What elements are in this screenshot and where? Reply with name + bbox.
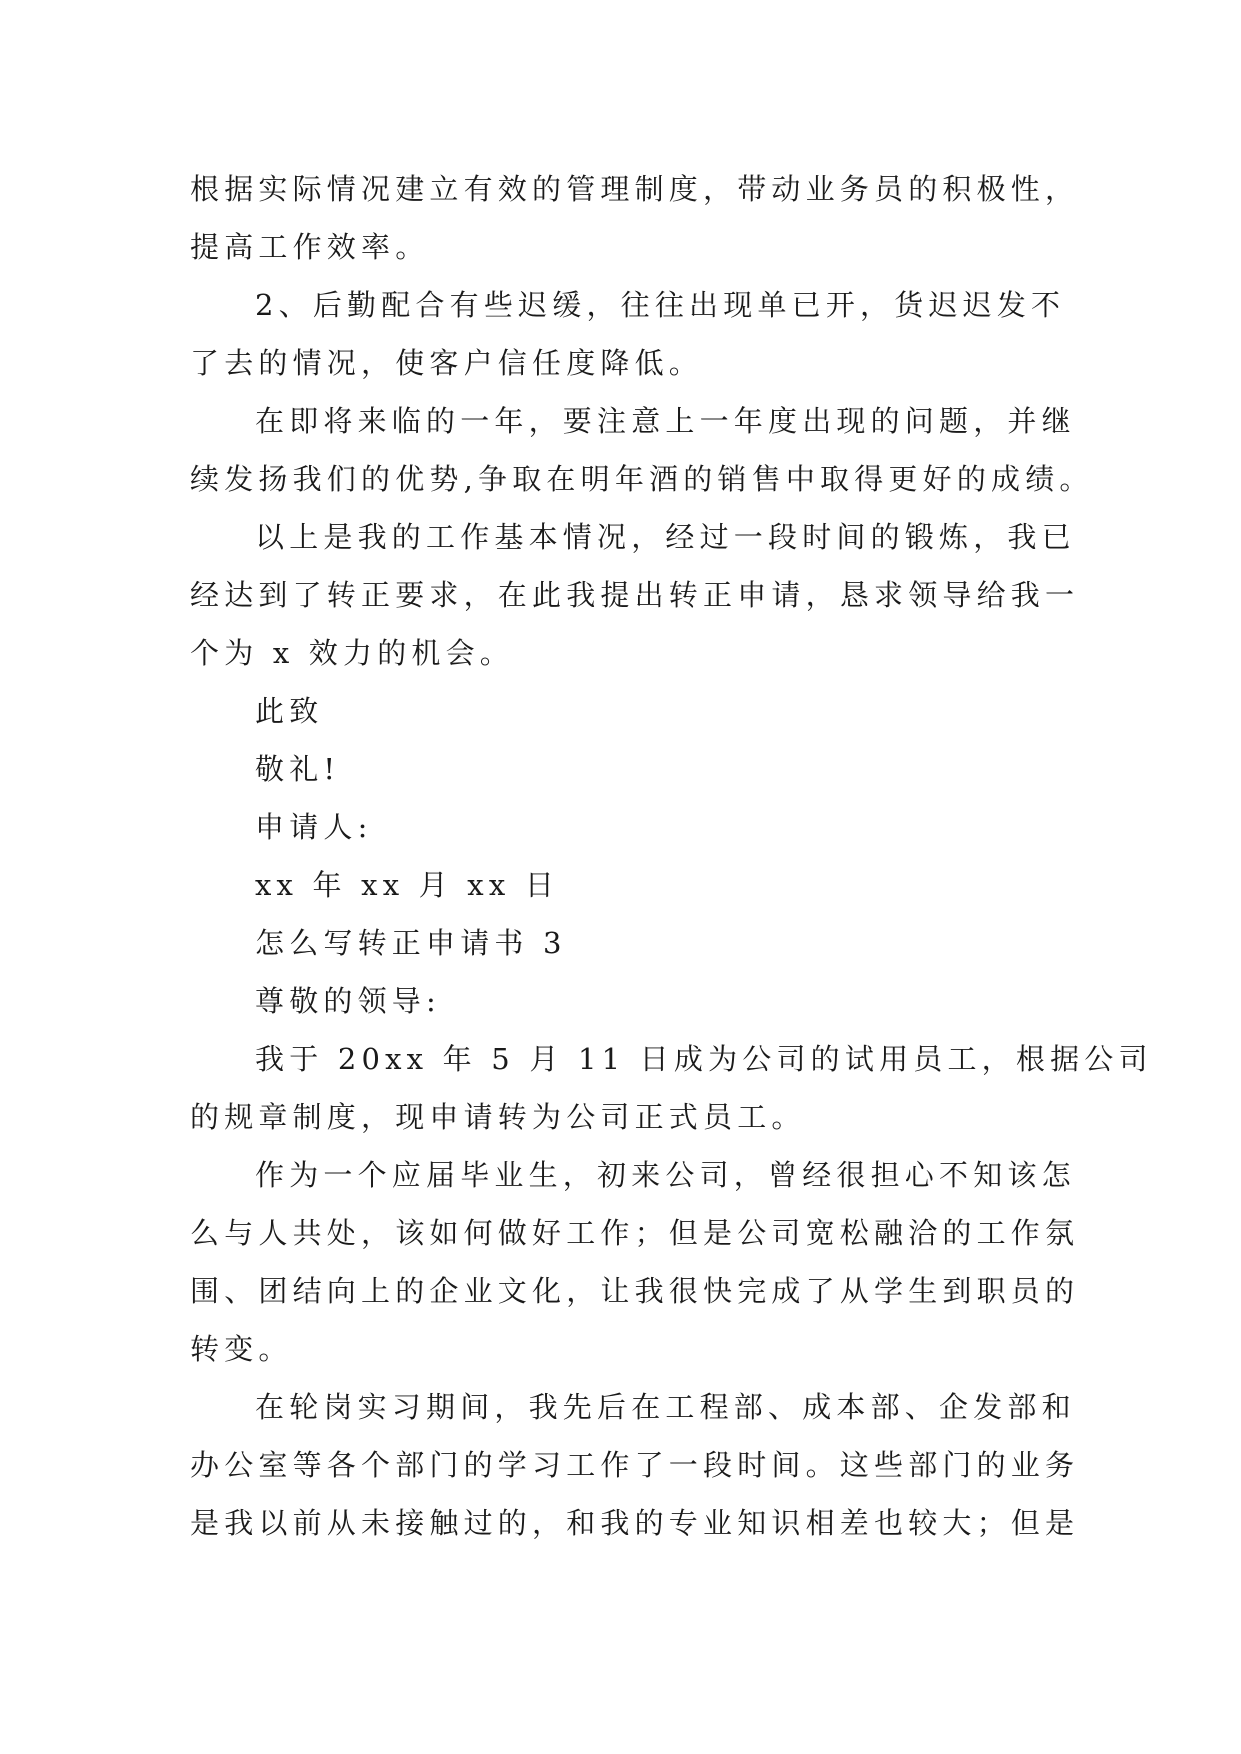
closing-regards: 敬礼! <box>255 752 341 786</box>
section-title: 怎么写转正申请书 3 <box>255 926 567 960</box>
text-line: 在轮岗实习期间，我先后在工程部、成本部、企发部和 <box>255 1390 1076 1424</box>
greeting: 尊敬的领导: <box>255 984 441 1018</box>
text-line: 以上是我的工作基本情况，经过一段时间的锻炼，我已 <box>255 520 1076 554</box>
text-line: 的规章制度，现申请转为公司正式员工。 <box>190 1100 806 1134</box>
text-line: 办公室等各个部门的学习工作了一段时间。这些部门的业务 <box>190 1448 1080 1482</box>
date-line: xx 年 xx 月 xx 日 <box>255 868 560 902</box>
document-body <box>190 160 1153 1552</box>
text-line: 在即将来临的一年，要注意上一年度出现的问题，并继 <box>255 404 1076 438</box>
applicant-label: 申请人: <box>255 810 373 844</box>
text-line: 作为一个应届毕业生，初来公司，曾经很担心不知该怎 <box>255 1158 1076 1192</box>
closing-salutation: 此致 <box>255 694 324 728</box>
text-line: 个为 x 效力的机会。 <box>190 636 514 670</box>
text-line: 提高工作效率。 <box>190 230 430 264</box>
text-line: 转变。 <box>190 1332 293 1366</box>
text-line: 么与人共处，该如何做好工作；但是公司宽松融洽的工作氛 <box>190 1216 1080 1250</box>
text-line: 续发扬我们的优势,争取在明年酒的销售中取得更好的成绩。 <box>190 462 1094 496</box>
text-line: 2、后勤配合有些迟缓，往往出现单已开，货迟迟发不 <box>255 288 1066 322</box>
text-line: 是我以前从未接触过的，和我的专业知识相差也较大；但是 <box>190 1506 1080 1540</box>
text-line: 经达到了转正要求，在此我提出转正申请，恳求领导给我一 <box>190 578 1080 612</box>
text-line: 了去的情况，使客户信任度降低。 <box>190 346 704 380</box>
text-line: 我于 20xx 年 5 月 11 日成为公司的试用员工，根据公司 <box>255 1042 1153 1076</box>
text-line: 围、团结向上的企业文化，让我很快完成了从学生到职员的 <box>190 1274 1080 1308</box>
text-line: 根据实际情况建立有效的管理制度，带动业务员的积极性， <box>190 172 1080 206</box>
